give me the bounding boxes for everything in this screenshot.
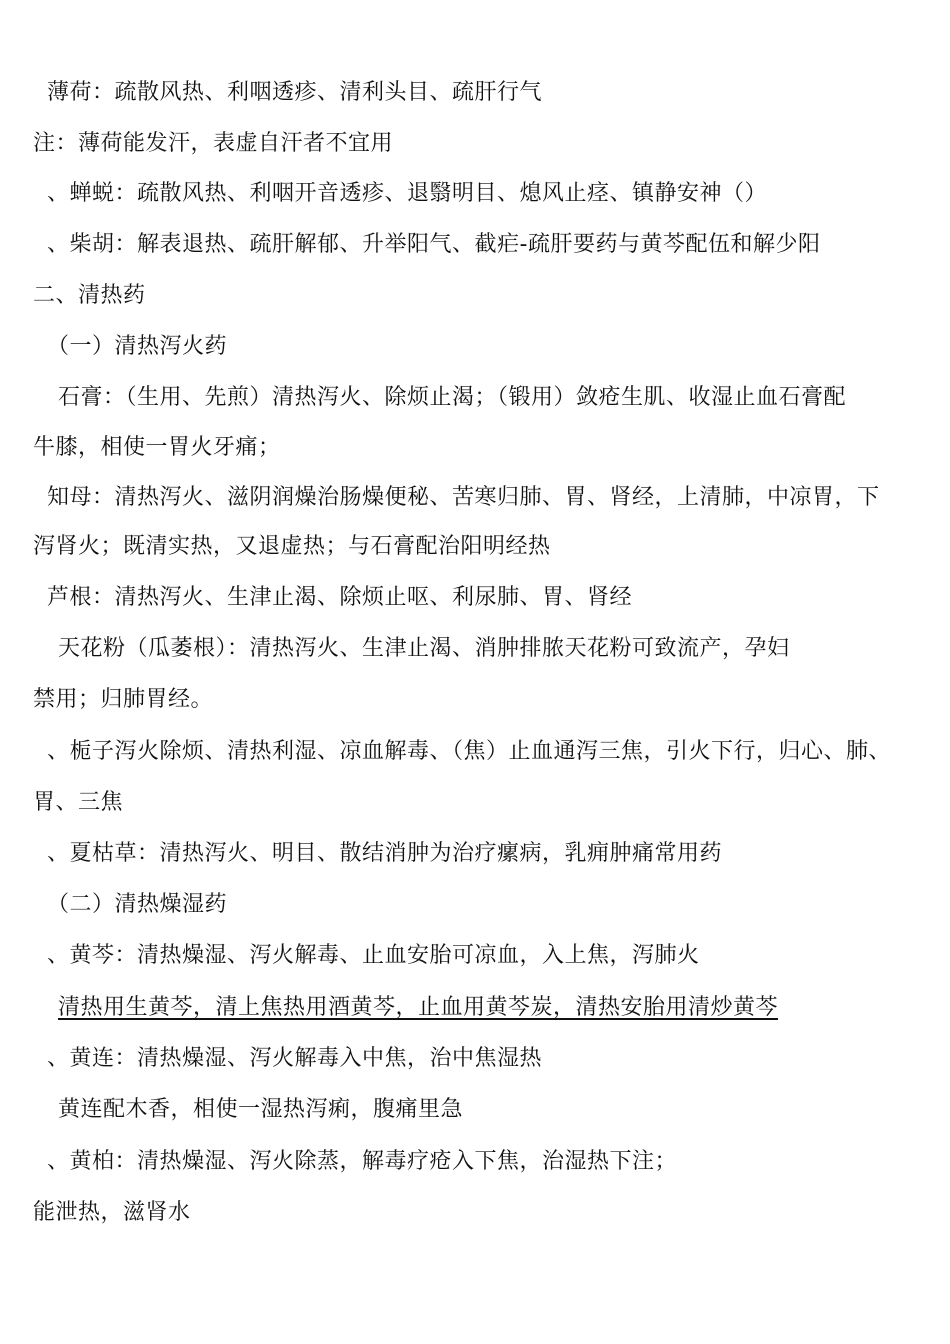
text-line: 天花粉（瓜萎根）：清热泻火、生津止渴、消肿排脓天花粉可致流产，孕妇 (58, 636, 790, 661)
text-line: 、黄连：清热燥湿、泻火解毒入中焦，治中焦湿热 (47, 1046, 543, 1071)
underlined-note: 清热用生黄芩，清上焦热用酒黄芩，止血用黄芩炭，清热安胎用清炒黄芩 (58, 995, 779, 1020)
text-line: 能泄热，滋肾水 (33, 1200, 191, 1225)
text-line: 泻肾火；既清实热，又退虚热；与石膏配治阳明经热 (33, 534, 551, 559)
subsection-heading: （一）清热泻火药 (47, 334, 228, 359)
text-line: 注：薄荷能发汗，表虚自汗者不宜用 (33, 131, 394, 156)
text-line: 黄连配木香，相使一湿热泻痢，腹痛里急 (58, 1097, 464, 1122)
text-line: 牛膝，相使一胃火牙痛； (33, 435, 281, 460)
text-line: 薄荷：疏散风热、利咽透疹、清利头目、疏肝行气 (47, 80, 543, 105)
text-line: 、蝉蜕：疏散风热、利咽开音透疹、退翳明目、熄风止痉、镇静安神（） (47, 181, 768, 206)
text-line: 禁用；归肺胃经。 (33, 687, 214, 712)
text-line: 芦根：清热泻火、生津止渴、除烦止呕、利尿肺、胃、肾经 (47, 585, 633, 610)
section-heading: 二、清热药 (33, 283, 146, 308)
text-line: 胃、三焦 (33, 790, 124, 815)
subsection-heading: （二）清热燥湿药 (47, 892, 228, 917)
text-line: 石膏：（生用、先煎）清热泻火、除烦止渴；（锻用）敛疮生肌、收湿止血石膏配 (58, 385, 847, 410)
text-line: 、栀子泻火除烦、清热利湿、凉血解毒、（焦）止血通泻三焦，引火下行，归心、肺、 (47, 739, 892, 764)
text-line: 、夏枯草：清热泻火、明目、散结消肿为治疗瘰病，乳痈肿痛常用药 (47, 841, 723, 866)
text-line: 、柴胡：解表退热、疏肝解郁、升举阳气、截疟-疏肝要药与黄芩配伍和解少阳 (47, 232, 821, 257)
text-line: 、黄柏：清热燥湿、泻火除蒸，解毒疗疮入下焦，治湿热下注； (47, 1149, 678, 1174)
text-line: 知母：清热泻火、滋阴润燥治肠燥便秘、苦寒归肺、胃、肾经，上清肺，中凉胃，下 (47, 485, 880, 510)
text-line: 、黄芩：清热燥湿、泻火解毒、止血安胎可凉血，入上焦，泻肺火 (47, 943, 700, 968)
